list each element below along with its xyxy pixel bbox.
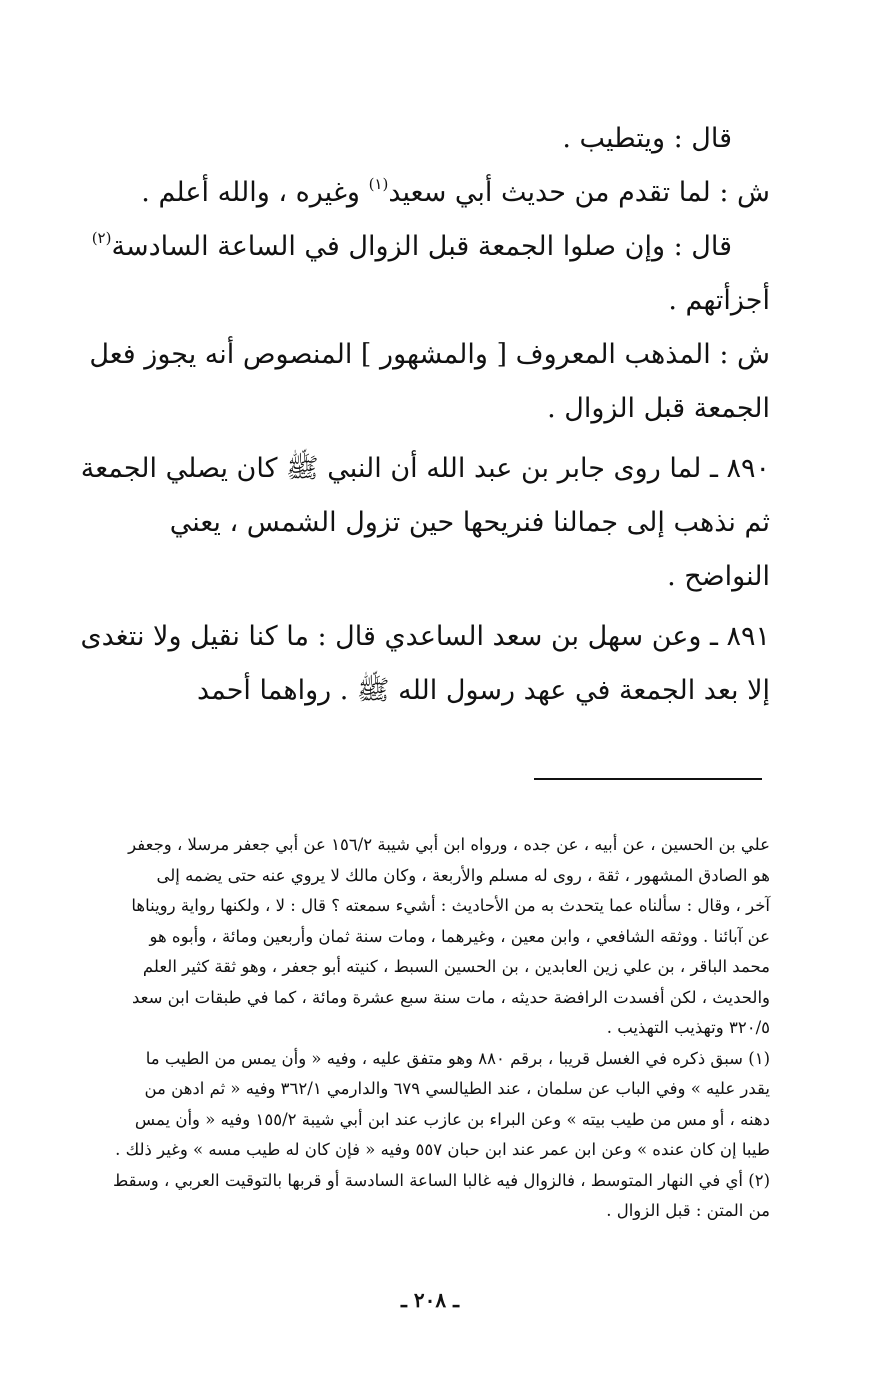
footnote-line: والحديث ، لكن أفسدت الرافضة حديثه ، مات سنة سبع عشرة ومائة ، كما في طبقات ابن سعد (131, 987, 770, 1007)
text-line: الجمعة قبل الزوال . (547, 393, 770, 424)
footnote-2-line: (٢) أي في النهار المتوسط ، فالزوال فيه غالبا الساعة السادسة أو قربها بالتوقيت العربي ، وسقط (112, 1170, 770, 1190)
text-line: ثم نذهب إلى جمالنا فنريحها حين تزول الشمس ، يعني (169, 507, 770, 538)
footnote-line: دهنه ، أو مس من طيب بيته » وعن البراء بن عازب عند ابن أبي شيبة ١٥٥/٢ وفيه « وأن يمس (134, 1109, 770, 1129)
footnotes (90, 830, 770, 1227)
footnote-line: يقدر عليه » وفي الباب عن سلمان ، عند الطيالسي ٦٧٩ والدارمي ٣٦٢/١ وفيه « ثم ادهن من (144, 1079, 770, 1098)
book-page (80, 100, 770, 1350)
hadith-891-line: ٨٩١ ـ وعن سهل بن سعد الساعدي قال : ما كنا نقيل ولا نتغدى (80, 621, 770, 652)
text-line: ش : لما تقدم من حديث أبي سعيد$^{(١)}$ وغيره ، والله أعلم . (141, 175, 770, 208)
text-line: إلا بعد الجمعة في عهد رسول الله ﷺ . رواهما أحمد (196, 675, 770, 706)
page-number: ـ ٢٠٨ ـ (401, 1288, 459, 1312)
footnote-line: ٣٢٠/٥ وتهذيب التهذيب . (606, 1018, 770, 1037)
footnote-ref[interactable]: (٢) (91, 229, 112, 247)
footnote-line: عن آبائنا . ووثقه الشافعي ، وابن معين ، وغيرهما ، ومات سنة ثمان وأربعين ومائة ، وأبوه هو (149, 926, 770, 946)
main-text (80, 112, 770, 718)
footnote-line: محمد الباقر ، بن علي زين العابدين ، بن الحسين السبط ، كنيته أبو جعفر ، وهو ثقة كثير العلم (142, 957, 770, 976)
text-line: أجزأتهم . (668, 285, 770, 316)
footnote-line: هو الصادق المشهور ، ثقة ، روى له مسلم والأربعة ، وكان مالك لا يروي عنه حتى يضمه إلى (156, 865, 770, 885)
text-line: النواضح . (667, 561, 770, 592)
text-line: ش : المذهب المعروف [ والمشهور ] المنصوص أنه يجوز فعل (89, 339, 770, 370)
text-line: قال : ويتطيب . (562, 123, 732, 154)
footnote-1-line: (١) سبق ذكره في الغسل قريبا ، برقم ٨٨٠ وهو متفق عليه ، وفيه « وأن يمس من الطيب ما (145, 1048, 770, 1068)
footnote-line: من المتن : قبل الزوال . (606, 1201, 770, 1220)
text-line: قال : وإن صلوا الجمعة قبل الزوال في الساعة السادسة$^{(٢)}$ (91, 229, 732, 262)
footnote-ref[interactable]: (١) (368, 175, 389, 193)
footnote-line: علي بن الحسين ، عن أبيه ، عن جده ، ورواه ابن أبي شيبة ١٥٦/٢ عن أبي جعفر مرسلا ، وجعفر (128, 835, 770, 854)
footnote-line: طيبا إن كان عنده » وعن ابن عمر عند ابن حبان ٥٥٧ وفيه « فإن كان له طيب مسه » وغير ذلك . (115, 1140, 770, 1159)
hadith-890-line: ٨٩٠ ـ لما روى جابر بن عبد الله أن النبي ﷺ كان يصلي الجمعة (80, 453, 770, 484)
footnote-separator (534, 778, 762, 780)
footnote-line: آخر ، وقال : سألناه عما يتحدث به من الأحاديث : أشيء سمعته ؟ قال : لا ، ولكنها رواية رويناها (131, 896, 770, 915)
